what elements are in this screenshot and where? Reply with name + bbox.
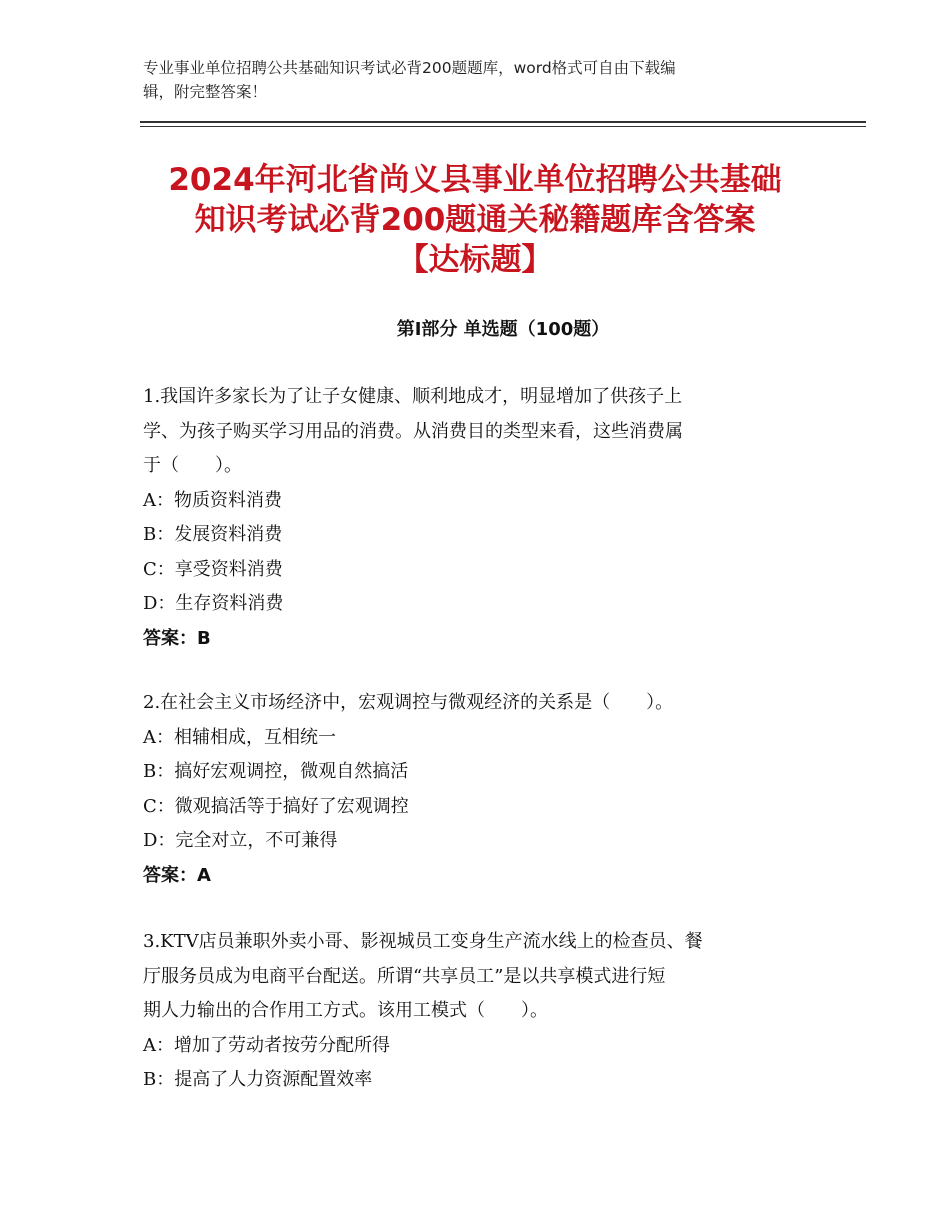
title-line: 知识考试必背200题通关秘籍题库含答案 [194,202,756,238]
title-line: 【达标题】 [397,242,553,278]
question-stem-line: 于（ ）。 [143,455,242,476]
question-stem-line: 学、为孩子购买学习用品的消费。从消费目的类型来看，这些消费属 [143,420,683,442]
option-a: A：增加了劳动者按劳分配所得 [143,1034,390,1056]
document-title [95,160,855,280]
answer: 答案：B [143,627,211,649]
question-stem-line: 1.我国许多家长为了让子女健康、顺利地成才，明显增加了供孩子上 [143,386,683,407]
option-c: C：享受资料消费 [143,558,283,580]
option-c: C：微观搞活等于搞好了宏观调控 [143,795,409,817]
option-b: B：搞好宏观调控，微观自然搞活 [143,761,409,782]
title-line: 2024年河北省尚义县事业单位招聘公共基础 [168,162,782,198]
option-b: B：提高了人力资源配置效率 [143,1069,373,1090]
question-3 [143,925,823,1098]
question-1 [143,380,823,656]
header-note-line: 辑，附完整答案！ [143,83,268,101]
option-d: D：完全对立，不可兼得 [143,830,338,851]
answer: 答案：A [143,864,211,886]
question-stem-line: 厅服务员成为电商平台配送。所谓“共享员工”是以共享模式进行短 [143,965,666,987]
section-title: 第Ⅰ部分 单选题（100题） [396,319,610,340]
question-stem-line: 3.KTV店员兼职外卖小哥、影视城员工变身生产流水线上的检查员、餐 [143,931,703,952]
question-stem-line: 2.在社会主义市场经济中，宏观调控与微观经济的关系是（ ）。 [143,692,674,713]
question-stem-line: 期人力输出的合作用工方式。该用工模式（ ）。 [143,1000,548,1021]
option-a: A：相辅相成，互相统一 [143,726,336,748]
header-note-line: 专业事业单位招聘公共基础知识考试必背200题题库，word格式可自由下载编 [143,59,676,77]
option-d: D：生存资料消费 [143,593,284,614]
header-divider-thick [140,121,866,123]
option-b: B：发展资料消费 [143,524,283,545]
header-divider-thin [140,126,866,127]
question-2 [143,686,823,893]
option-a: A：物质资料消费 [143,489,282,511]
header-note [143,56,803,104]
